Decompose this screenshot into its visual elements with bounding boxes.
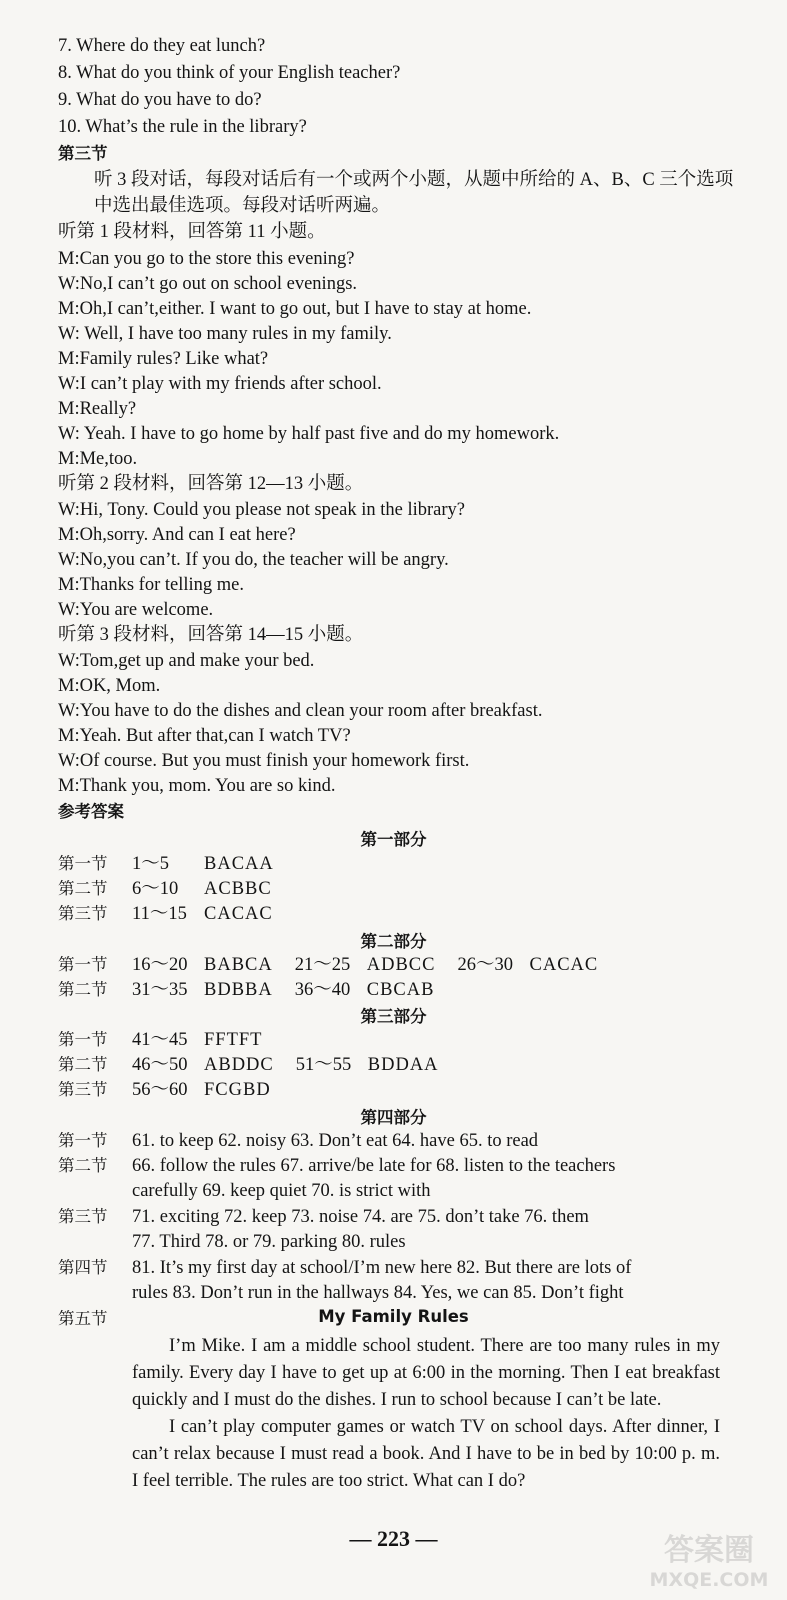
answer-row [58,877,294,901]
answer-range: 46～50 [132,1055,188,1075]
answer-key: BACAA [204,854,274,874]
dialog-line: M:Me,too. [58,449,138,469]
section3-instruction-1: 听 3 段对话，每段对话后有一个或两个小题，从题中所给的 A、B、C 三个选项 [94,170,734,190]
dialog2-heading: 听第 2 段材料，回答第 12—13 小题。 [58,474,364,494]
section3-title: 第三节 [58,144,108,163]
dialog-line: M:OK, Mom. [58,676,161,696]
watermark-text-url: MXQE.COM [649,1569,769,1591]
row-label: 第二节 [58,980,108,999]
answer-text: 66. follow the rules 67. arrive/be late for 68. listen to the teachers [132,1156,616,1176]
answer-text: 61. to keep 62. noisy 63. Don’t eat 64. have 65. to read [132,1131,539,1151]
part4-title: 第四部分 [360,1108,427,1127]
dialog-line: W:I can’t play with my friends after school. [58,374,382,394]
answer-range: 16～20 [132,955,188,975]
essay-paragraph: I’m Mike. I am a middle school student. There are too many rules in my family. Every day I have to get up at 6:00 in the morning. Then I eat breakfast quickly and I must do the dishes. I run to school because I can’t be late. [132,1336,720,1410]
answer-key: ABDDC [204,1055,274,1075]
dialog-line: M:Thank you, mom. You are so kind. [58,776,336,796]
answer-key: CACAC [529,955,599,975]
answer-text-continued: rules 83. Don’t run in the hallways 84. Yes, we can 85. Don’t fight [132,1283,624,1303]
answer-row [58,1053,461,1077]
dialog-line: W:No,I can’t go out on school evenings. [58,274,358,294]
dialog-line: M:Oh,I can’t,either. I want to go out, but I have to stay at home. [58,299,532,319]
row-label: 第一节 [58,1030,108,1049]
dialog-line: W: Well, I have too many rules in my family. [58,324,392,344]
dialog-line: M:Can you go to the store this evening? [58,249,355,269]
part1-title: 第一部分 [360,830,427,849]
part3-title: 第三部分 [360,1007,427,1026]
answer-key: FFTFT [204,1030,263,1050]
answers-title: 参考答案 [58,802,124,821]
row-label: 第二节 [58,879,108,898]
dialog3-heading: 听第 3 段材料，回答第 14—15 小题。 [58,625,364,645]
answer-key: BABCA [204,955,273,975]
question-9: 9. What do you have to do? [58,90,262,110]
answer-row [58,1205,589,1229]
answer-row [58,1129,538,1153]
answer-range: 51～55 [295,1055,352,1075]
row-label: 第四节 [58,1258,108,1277]
row-label: 第五节 [58,1309,108,1328]
dialog-line: W:Tom,get up and make your bed. [58,651,315,671]
page-number: — 223 — [349,1526,438,1551]
dialog-line: M:Thanks for telling me. [58,575,244,595]
section3-instruction-2: 中选出最佳选项。每段对话听两遍。 [94,196,391,216]
essay-body [132,1333,720,1495]
dialog-line: M:Family rules? Like what? [58,349,269,369]
answer-range: 1～5 [132,854,170,874]
answer-range: 6～10 [132,879,179,899]
dialog-line: M:Oh,sorry. And can I eat here? [58,525,296,545]
row-label: 第三节 [58,1207,108,1226]
dialog-line: W: Yeah. I have to go home by half past five and do my homework. [58,424,560,444]
answer-row [58,978,456,1002]
answer-text-continued: 77. Third 78. or 79. parking 80. rules [132,1232,406,1252]
answer-key: CACAC [204,904,273,924]
row-label: 第一节 [58,854,108,873]
answer-row [58,1154,615,1178]
dialog-line: W:You are welcome. [58,600,214,620]
row-label: 第一节 [58,1131,108,1150]
answer-key: BDBBA [204,980,273,1000]
answer-range: 26～30 [457,955,514,975]
answer-row [58,1028,284,1052]
row-label: 第二节 [58,1055,108,1074]
answer-key: ACBBC [204,879,272,899]
answer-text: 81. It’s my first day at school/I’m new here 82. But there are lots of [132,1258,632,1278]
watermark-logo [645,1526,773,1592]
answer-row [58,902,295,926]
dialog-line: M:Really? [58,399,137,419]
answer-key: BDDAA [367,1055,439,1075]
dialog-line: W:You have to do the dishes and clean your room after breakfast. [58,701,543,721]
essay-title: My Family Rules [318,1307,469,1326]
answer-range: 31～35 [132,980,188,1000]
answer-range: 41～45 [132,1030,188,1050]
answer-range: 36～40 [294,980,351,1000]
row-label: 第三节 [58,1080,108,1099]
dialog-line: W:Hi, Tony. Could you please not speak in the library? [58,500,465,520]
answer-key: ADBCC [366,955,436,975]
answer-range: 11～15 [132,904,187,924]
dialog-line: W:No,you can’t. If you do, the teacher will be angry. [58,550,449,570]
question-8: 8. What do you think of your English teacher? [58,63,401,83]
answer-row [58,1078,293,1102]
essay-paragraph: I can’t play computer games or watch TV on school days. After dinner, I can’t relax because I must read a book. And I have to be in bed by 10:00 p. m. I feel terrible. The rules are too strict. What can I do? [132,1417,720,1491]
row-label: 第一节 [58,955,108,974]
part2-title: 第二部分 [360,932,427,951]
answer-key: FCGBD [204,1080,271,1100]
row-label: 第三节 [58,904,108,923]
row-label: 第二节 [58,1156,108,1175]
answer-row [58,852,296,876]
dialog-line: W:Of course. But you must finish your homework first. [58,751,470,771]
question-10: 10. What’s the rule in the library? [58,117,307,137]
dialog1-heading: 听第 1 段材料，回答第 11 小题。 [58,222,326,242]
answer-text: 71. exciting 72. keep 73. noise 74. are 75. don’t take 76. them [132,1207,589,1227]
answer-range: 21～25 [294,955,351,975]
answer-key: CBCAB [366,980,435,1000]
question-7: 7. Where do they eat lunch? [58,36,266,56]
answer-row [58,953,620,977]
answer-text-continued: carefully 69. keep quiet 70. is strict with [132,1181,431,1201]
answer-range: 56～60 [132,1080,188,1100]
dialog-line: M:Yeah. But after that,can I watch TV? [58,726,351,746]
answer-row [58,1256,631,1280]
watermark-text-main: 答案圈 [664,1533,754,1568]
